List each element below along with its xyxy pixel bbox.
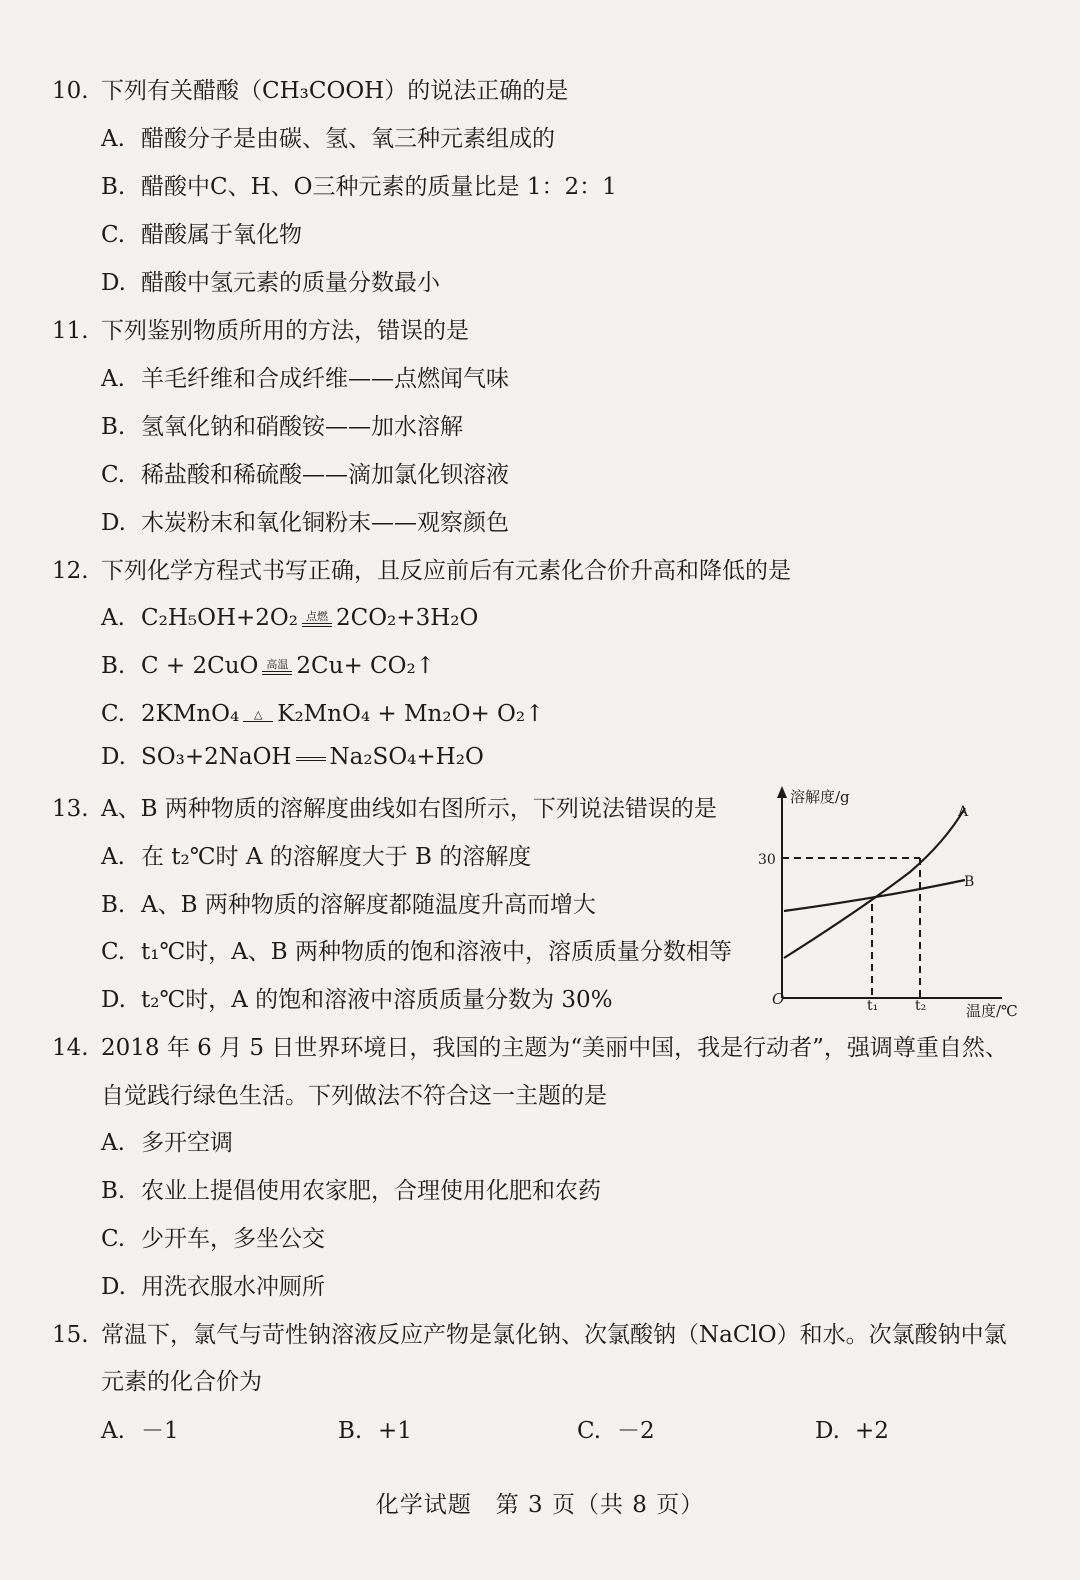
- curve-b-label: B: [964, 874, 975, 890]
- curve-a: [784, 808, 965, 958]
- option-10d: D. 醋酸中氢元素的质量分数最小: [101, 270, 440, 296]
- question-number: 12.: [52, 558, 89, 584]
- option-15d: D. +2: [815, 1418, 889, 1444]
- reaction-condition: 高温: [262, 659, 292, 675]
- question-15-stem-cont: 元素的化合价为: [101, 1369, 262, 1395]
- option-13a: A. 在 t₂℃时 A 的溶解度大于 B 的溶解度: [101, 844, 532, 870]
- solubility-graph: [740, 780, 1040, 1025]
- page-footer: 化学试题 第 3 页（共 8 页）: [375, 1492, 705, 1518]
- option-11a: A. 羊毛纤维和合成纤维——点燃闻气味: [101, 366, 509, 392]
- reaction-condition: [296, 756, 326, 761]
- reaction-condition: △: [243, 709, 273, 722]
- option-13c: C. t₁℃时，A、B 两种物质的饱和溶液中，溶质质量分数相等: [101, 939, 733, 965]
- option-12d: D. SO₃+2NaOH Na₂SO₄+H₂O: [101, 744, 484, 770]
- option-12b: B. C + 2CuO 高温 2Cu+ CO₂↑: [101, 653, 435, 679]
- question-number: 11.: [52, 318, 89, 344]
- reaction-condition: 点燃: [302, 611, 332, 627]
- option-13b: B. A、B 两种物质的溶解度都随温度升高而增大: [101, 892, 596, 918]
- x-axis-label: 温度/℃: [966, 1002, 1018, 1020]
- option-15b: B. +1: [338, 1418, 412, 1444]
- question-number: 14.: [52, 1035, 89, 1061]
- y-axis-arrow: [777, 786, 787, 798]
- option-12a: A. C₂H₅OH+2O₂ 点燃 2CO₂+3H₂O: [101, 605, 479, 631]
- question-number: 10.: [52, 78, 89, 104]
- question-stem: 下列有关醋酸（CH₃COOH）的说法正确的是: [101, 78, 569, 104]
- option-13d: D. t₂℃时，A 的饱和溶液中溶质质量分数为 30%: [101, 987, 613, 1013]
- option-14c: C. 少开车，多坐公交: [101, 1226, 325, 1252]
- question-stem: 下列化学方程式书写正确，且反应前后有元素化合价升高和降低的是: [101, 558, 791, 584]
- question-12: [0, 556, 791, 586]
- t1-tick-label: t₁: [867, 998, 879, 1014]
- question-10: [0, 76, 568, 106]
- question-stem: 下列鉴别物质所用的方法，错误的是: [101, 318, 469, 344]
- option-14b: B. 农业上提倡使用农家肥，合理使用化肥和农药: [101, 1178, 601, 1204]
- option-11b: B. 氢氧化钠和硝酸铵——加水溶解: [101, 414, 463, 440]
- bleed-through-text: [600, 80, 940, 106]
- question-stem: 常温下，氯气与苛性钠溶液反应产物是氯化钠、次氯酸钠（NaClO）和水。次氯酸钠中氯: [101, 1322, 1007, 1348]
- question-number: 13.: [52, 796, 89, 822]
- y-tick-30: 30: [758, 852, 776, 868]
- origin-label: O: [772, 990, 785, 1008]
- option-15c: C. －2: [577, 1418, 655, 1444]
- option-12c: C. 2KMnO₄ △ K₂MnO₄ + Mn₂O+ O₂↑: [101, 701, 545, 727]
- curve-a-label: A: [958, 804, 969, 820]
- option-10c: C. 醋酸属于氧化物: [101, 222, 302, 248]
- option-10b: B. 醋酸中C、H、O三种元素的质量比是 1：2：1: [101, 174, 617, 200]
- question-14: [0, 1033, 1008, 1063]
- curve-b: [784, 880, 965, 911]
- question-13: [0, 794, 717, 824]
- option-10a: A. 醋酸分子是由碳、氢、氧三种元素组成的: [101, 126, 555, 152]
- option-11c: C. 稀盐酸和稀硫酸——滴加氯化钡溶液: [101, 462, 509, 488]
- y-axis-label: 溶解度/g: [790, 788, 850, 806]
- question-number: 15.: [52, 1322, 89, 1348]
- option-14d: D. 用洗衣服水冲厕所: [101, 1274, 325, 1300]
- question-15: [0, 1320, 1007, 1350]
- question-stem: 2018 年 6 月 5 日世界环境日，我国的主题为“美丽中国，我是行动者”，强调尊重自然、: [101, 1035, 1008, 1061]
- option-11d: D. 木炭粉末和氧化铜粉末——观察颜色: [101, 510, 509, 536]
- question-11: [0, 316, 469, 346]
- option-14a: A. 多开空调: [101, 1130, 233, 1156]
- t2-tick-label: t₂: [915, 998, 927, 1014]
- option-15a: A. －1: [101, 1418, 179, 1444]
- question-14-stem-cont: 自觉践行绿色生活。下列做法不符合这一主题的是: [101, 1083, 607, 1109]
- question-stem: A、B 两种物质的溶解度曲线如右图所示，下列说法错误的是: [101, 796, 717, 822]
